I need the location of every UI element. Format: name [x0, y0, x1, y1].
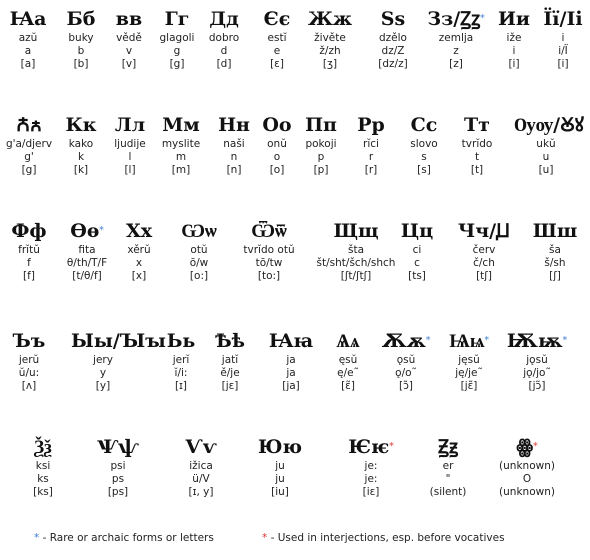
footnote-star: *: [389, 442, 394, 452]
letter-name: šta: [347, 244, 365, 256]
letter-cell: [416, 434, 480, 499]
letter-ipa: [o:]: [189, 270, 209, 282]
letter-glyph-text: Ѥѥ: [348, 436, 390, 458]
letter-glyph-text: Ꙗа: [9, 8, 47, 30]
letter-translit: g: [173, 45, 181, 57]
letter-glyph-text: Тт: [464, 114, 490, 136]
letter-glyph-text: Ѵѵ: [185, 436, 217, 458]
letter-glyph: [424, 6, 488, 32]
letter-name: jǫsŭ: [526, 354, 548, 366]
letter-cell: [198, 328, 262, 393]
letter-ipa: [u]: [538, 164, 554, 176]
letter-ipa: [to:]: [257, 270, 281, 282]
letter-glyph-text: Ꙉꙉ: [16, 114, 42, 136]
letter-name: jerĭ: [172, 354, 190, 366]
letter-cell: [385, 218, 449, 283]
letter-glyph: [316, 328, 380, 354]
letter-name: er: [442, 460, 454, 472]
letter-translit: ŭ/u:: [18, 367, 40, 379]
letter-name: ju: [275, 460, 285, 472]
letter-glyph-text: Ьь: [166, 330, 196, 352]
letter-ipa: [y]: [95, 380, 111, 392]
letter-glyph-text: Ѕѕ: [380, 8, 406, 30]
letter-glyph: [71, 328, 166, 354]
letter-name: živěte: [314, 32, 346, 44]
letter-glyph-text: Гг: [164, 8, 190, 30]
letter-translit: š/sh: [544, 257, 566, 269]
letter-translit: tō/tw: [255, 257, 283, 269]
letter-translit: θ/th/T/F: [66, 257, 108, 269]
letter-glyph-text: Ѡѡ: [181, 220, 217, 242]
letter-cell: [514, 112, 584, 177]
letter-glyph-text: Ѱѱ: [97, 436, 139, 458]
letter-translit: ps: [111, 473, 125, 485]
letter-glyph-text: Юю: [258, 436, 302, 458]
letter-ipa: [g]: [169, 58, 185, 70]
letter-translit: ju: [275, 473, 285, 485]
letter-glyph: [237, 218, 301, 244]
letter-glyph-text: Ѩѩ: [448, 330, 485, 352]
letter-name: fita: [78, 244, 96, 256]
letter-row: [0, 434, 590, 526]
letter-ipa: [s]: [417, 164, 431, 176]
letter-name: rĭci: [363, 138, 379, 150]
letter-translit: ": [445, 473, 451, 485]
letter-ipa: [p]: [313, 164, 329, 176]
letter-ipa: [z]: [449, 58, 463, 70]
legend-interjection-text: - Used in interjections, esp. before vocatives: [270, 532, 505, 544]
letter-name: červ: [472, 244, 496, 256]
letter-ipa: (silent): [429, 486, 467, 498]
letter-ipa: [iu]: [271, 486, 289, 498]
letter-ipa: [ɪ, y]: [188, 486, 214, 498]
letter-glyph-text: Ии: [497, 8, 531, 30]
letter-ipa: [ɛ]: [270, 58, 284, 70]
letter-name: naši: [223, 138, 245, 150]
letter-translit: r: [368, 151, 374, 163]
letter-name: iže: [506, 32, 522, 44]
letter-name: g'a/djerv: [5, 138, 53, 150]
letter-glyph: [505, 328, 569, 354]
legend-interjection: [262, 532, 505, 544]
letter-name: buky: [68, 32, 94, 44]
letter-ipa: [ɔ̃]: [399, 380, 413, 392]
letter-ipa: [l]: [124, 164, 136, 176]
letter-cell: [169, 434, 233, 499]
letter-ipa: [x]: [131, 270, 147, 282]
letter-name: slovo: [410, 138, 438, 150]
footnote-star: *: [484, 336, 490, 346]
letter-translit: ü/V: [192, 473, 210, 485]
letter-ipa: [i]: [557, 58, 569, 70]
letter-cell: [531, 6, 590, 71]
letter-glyph: [495, 434, 559, 460]
letter-cell: [259, 328, 323, 393]
letter-glyph: [167, 218, 231, 244]
letter-glyph-text: Ѹѹ/Ꙋꙋ: [514, 114, 584, 136]
letter-glyph: [361, 6, 425, 32]
letter-ipa: [k]: [73, 164, 89, 176]
letter-name: jery: [93, 354, 113, 366]
letter-glyph: [445, 112, 509, 138]
letter-name: ša: [549, 244, 561, 256]
letter-translit: s: [421, 151, 427, 163]
letter-name: xěrŭ: [127, 244, 151, 256]
letter-glyph-text: Фф: [11, 220, 47, 242]
letter-cell: [361, 6, 425, 71]
letter-glyph-text: Чч/Ꙡ: [457, 220, 511, 242]
letter-ipa: [ʃt/ʃtʃ]: [340, 270, 372, 282]
footnote-star: *: [533, 442, 538, 452]
letter-translit: t: [474, 151, 480, 163]
letter-cell: [374, 328, 438, 393]
letter-ipa: [ja]: [282, 380, 300, 392]
letter-translit: m: [175, 151, 187, 163]
letter-ipa: [t/θ/f]: [72, 270, 102, 282]
letter-cell: [437, 328, 501, 393]
letter-name: psi: [110, 460, 126, 472]
letter-translit: p: [317, 151, 325, 163]
letter-glyph-text: Жж: [307, 8, 353, 30]
letter-ipa: [t]: [470, 164, 484, 176]
letter-ipa: [ks]: [33, 486, 53, 498]
letter-ipa: [jɛ̃]: [460, 380, 478, 392]
letter-translit: ks: [37, 473, 49, 485]
letter-translit: f: [27, 257, 31, 269]
letter-ipa: [jɛ]: [221, 380, 239, 392]
letter-name: jatĭ: [221, 354, 239, 366]
letter-ipa: [jɔ̃]: [528, 380, 546, 392]
letter-translit: g': [24, 151, 34, 163]
letter-glyph: [339, 434, 403, 460]
letter-glyph-text: Зз/Ꙁꙁ: [427, 8, 481, 30]
letter-ipa: [v]: [121, 58, 137, 70]
letter-glyph: [514, 112, 584, 138]
letter-name: dobro: [208, 32, 240, 44]
letter-glyph-text: Кк: [65, 114, 97, 136]
letter-ipa: (unknown): [499, 486, 555, 498]
letter-cell: [71, 328, 166, 393]
letter-name: frĭtŭ: [18, 244, 40, 256]
letter-ipa: [ʃ]: [549, 270, 561, 282]
letter-ipa: [r]: [364, 164, 378, 176]
letter-name: azŭ: [18, 32, 38, 44]
letter-glyph-text: Лл: [114, 114, 146, 136]
letter-glyph-text: Рр: [357, 114, 385, 136]
letter-translit: dz/Z: [381, 45, 405, 57]
letter-glyph-text: Щщ: [333, 220, 379, 242]
footnote-star: *: [425, 336, 431, 346]
letter-translit: ě/je: [220, 367, 240, 379]
letter-glyph: [385, 218, 449, 244]
letter-cell: [316, 328, 380, 393]
letter-glyph: [198, 328, 262, 354]
letter-name: tvrĭdo otŭ: [243, 244, 295, 256]
letter-glyph-text: Єє: [263, 8, 291, 30]
letter-translit: a: [24, 45, 32, 57]
letter-translit: b: [77, 45, 85, 57]
letter-glyph-text: Ѭѭ: [506, 330, 563, 352]
letter-glyph-text: ꙮ: [516, 436, 534, 458]
letter-name: ukŭ: [536, 138, 556, 150]
letter-translit: i/Ï: [558, 45, 568, 57]
letter-name: dzělo: [379, 32, 407, 44]
letter-glyph: [11, 434, 75, 460]
letter-glyph: [0, 328, 61, 354]
letter-name: ljudije: [114, 138, 146, 150]
letter-translit: y: [99, 367, 107, 379]
letter-cell: [523, 218, 587, 283]
letter-glyph: [298, 6, 362, 32]
letter-glyph-text: Сс: [410, 114, 438, 136]
letter-row: [0, 328, 590, 420]
letter-glyph-text: Хх: [125, 220, 153, 242]
letter-cell: [0, 328, 61, 393]
letter-cell: [237, 218, 301, 283]
letter-glyph-text: Цц: [400, 220, 434, 242]
letter-name: jęsŭ: [458, 354, 480, 366]
letter-glyph: [107, 218, 171, 244]
letter-glyph-text: Бб: [66, 8, 96, 30]
letter-name: je:: [364, 460, 378, 472]
letter-cell: [495, 434, 559, 499]
letter-ipa: [ps]: [107, 486, 129, 498]
letter-glyph-text: Ѿѿ: [251, 220, 287, 242]
legend-blue-star: *: [34, 532, 40, 544]
letter-name: otŭ: [190, 244, 208, 256]
letter-glyph-text: Оо: [262, 114, 292, 136]
letter-cell: [0, 218, 61, 283]
letter-glyph: [169, 434, 233, 460]
letter-ipa: [tʃ]: [476, 270, 492, 282]
letter-ipa: [a]: [20, 58, 36, 70]
letter-name: estĭ: [267, 32, 287, 44]
letter-glyph: [0, 218, 61, 244]
letter-ipa: [iɛ]: [362, 486, 380, 498]
letter-name: myslite: [161, 138, 201, 150]
letter-translit: n: [230, 151, 238, 163]
letter-cell: [167, 218, 231, 283]
letter-translit: ž/zh: [319, 45, 341, 57]
letter-glyph: [374, 328, 438, 354]
letter-translit: d: [220, 45, 228, 57]
letter-ipa: [o]: [269, 164, 285, 176]
letter-translit: ō/w: [189, 257, 209, 269]
letter-ipa: [f]: [23, 270, 35, 282]
letter-cell: [424, 6, 488, 71]
letter-cell: [11, 434, 75, 499]
letter-translit: ę/e˜: [337, 367, 359, 379]
letter-translit: ǫ/o˜: [395, 367, 417, 379]
letter-name: ižica: [189, 460, 213, 472]
letter-glyph: [523, 218, 587, 244]
letter-glyph-text: Пп: [305, 114, 337, 136]
letter-translit: e: [273, 45, 281, 57]
letter-ipa: [ʌ]: [21, 380, 37, 392]
letter-name: ęsŭ: [338, 354, 358, 366]
letter-glyph-text: Ꙃꙃ: [438, 436, 458, 458]
letter-glyph-text: Ѣѣ: [214, 330, 246, 352]
letter-cell: [248, 434, 312, 499]
letter-glyph-text: Ъъ: [12, 330, 46, 352]
legend-rare-text: - Rare or archaic forms or letters: [42, 532, 214, 544]
letter-translit: ja: [286, 367, 296, 379]
letter-row: [0, 112, 590, 204]
letter-ipa: [g]: [21, 164, 37, 176]
letter-name: jerŭ: [18, 354, 40, 366]
letter-ipa: [ts]: [408, 270, 426, 282]
letter-row: [0, 218, 590, 310]
letter-name: ǫsŭ: [396, 354, 416, 366]
letter-glyph-text: Ѧѧ: [336, 330, 360, 352]
letter-glyph-text: Ѫѫ: [381, 330, 426, 352]
letter-translit: jǫ/jo˜: [523, 367, 551, 379]
letter-glyph-text: Ꙗꙗ: [268, 330, 314, 352]
letter-ipa: [d]: [216, 58, 232, 70]
letter-name: pokoji: [305, 138, 337, 150]
letter-glyph-text: Ѯѯ: [34, 436, 52, 458]
letter-glyph-text: Дд: [209, 8, 239, 30]
footnote-star: *: [562, 336, 568, 346]
letter-translit: o: [273, 151, 281, 163]
footnote-star: *: [480, 14, 485, 24]
letter-name: vědě: [116, 32, 142, 44]
legend-red-star: *: [262, 532, 268, 544]
letter-translit: ję/je˜: [455, 367, 483, 379]
letter-translit: k: [77, 151, 85, 163]
letter-ipa: [ʒ]: [322, 58, 338, 70]
letter-glyph: [416, 434, 480, 460]
letter-translit: O: [522, 473, 532, 485]
letter-translit: v: [125, 45, 133, 57]
letter-name: onŭ: [267, 138, 287, 150]
letter-ipa: [dz/z]: [378, 58, 408, 70]
letter-name: tvrĭdo: [461, 138, 493, 150]
letter-name: kako: [68, 138, 94, 150]
letter-name: i: [561, 32, 565, 44]
letter-translit: z: [453, 45, 459, 57]
letter-translit: ĭ/i:: [174, 367, 188, 379]
letter-name: zemlja: [438, 32, 474, 44]
letter-glyph-text: Ѳѳ: [70, 220, 100, 242]
letter-glyph-text: Її/Іі: [543, 8, 583, 30]
letter-glyph: [531, 6, 590, 32]
letter-cell: [339, 434, 403, 499]
legend-rare: [34, 532, 214, 544]
letter-ipa: [b]: [73, 58, 89, 70]
letter-cell: [445, 112, 509, 177]
letter-translit: l: [128, 151, 132, 163]
letter-ipa: [ɛ̃]: [341, 380, 355, 392]
letter-glyph: [248, 434, 312, 460]
letter-cell: [505, 328, 569, 393]
letter-cell: [452, 218, 516, 283]
letter-glyph-text: Нн: [218, 114, 250, 136]
letter-glyph-text: Мм: [162, 114, 200, 136]
footnote-star: *: [99, 226, 104, 236]
letter-translit: i: [512, 45, 516, 57]
letter-glyph-text: Шш: [532, 220, 578, 242]
letter-translit: c: [414, 257, 420, 269]
letter-glyph: [452, 218, 516, 244]
letter-name: ksi: [35, 460, 51, 472]
letter-translit: x: [135, 257, 143, 269]
letter-translit: u: [542, 151, 550, 163]
letter-ipa: [n]: [226, 164, 242, 176]
letter-name: glagoli: [159, 32, 195, 44]
letter-ipa: [ɪ]: [174, 380, 188, 392]
letter-glyph: [86, 434, 150, 460]
letter-glyph-text: Ыы/Ꙑꙑ: [71, 330, 166, 352]
letter-translit: č/ch: [473, 257, 495, 269]
letter-cell: [298, 6, 362, 71]
letter-translit: št/sht/šch/shch: [316, 257, 396, 269]
letter-glyph-text: вв: [115, 8, 143, 30]
letter-glyph: [259, 328, 323, 354]
letter-ipa: [m]: [171, 164, 191, 176]
letter-translit: je:: [364, 473, 378, 485]
letter-cell: [86, 434, 150, 499]
letter-cell: [107, 218, 171, 283]
letter-ipa: [i]: [508, 58, 520, 70]
letter-row: [0, 6, 590, 98]
letter-name: ja: [286, 354, 296, 366]
letter-glyph: [437, 328, 501, 354]
letter-name: (unknown): [499, 460, 555, 472]
letter-name: ci: [412, 244, 422, 256]
